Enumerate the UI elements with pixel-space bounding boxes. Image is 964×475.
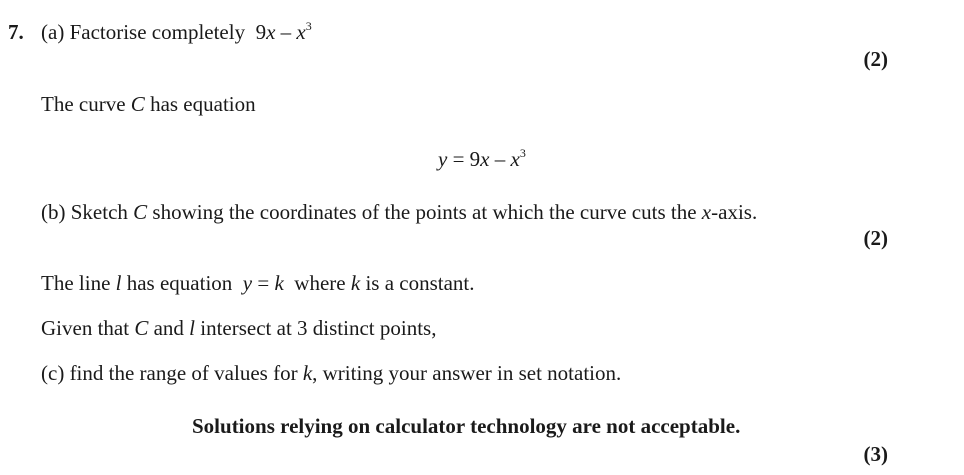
part-b-line: (b) Sketch C showing the coordinates of the points at which the curve cuts the x-axis. [41, 200, 758, 224]
part-b-label: (b) [41, 200, 66, 224]
part-a-marks: (2) [863, 47, 888, 71]
line-intro: The line l has equation y = k where k is a constant. [41, 271, 475, 295]
question-number: 7. [8, 20, 24, 44]
curve-equation: $y = 9x - x^3$ [438, 146, 526, 171]
curve-intro: The curve C has equation [41, 92, 256, 116]
given-statement: Given that C and l intersect at 3 distinct points, [41, 316, 437, 340]
part-c-label: (c) [41, 361, 65, 385]
part-c-line: (c) find the range of values for k, writing your answer in set notation. [41, 361, 622, 385]
part-a-expression: $9x - x^3$ [255, 19, 312, 44]
calculator-note: Solutions relying on calculator technology are not acceptable. [192, 414, 741, 438]
part-b-marks: (2) [863, 226, 888, 250]
part-a-label: (a) [41, 20, 65, 44]
part-a-text: Factorise completely [69, 20, 246, 44]
part-a-line [41, 19, 312, 45]
part-c-marks: (3) [863, 442, 888, 466]
curve-name: C [130, 92, 145, 116]
